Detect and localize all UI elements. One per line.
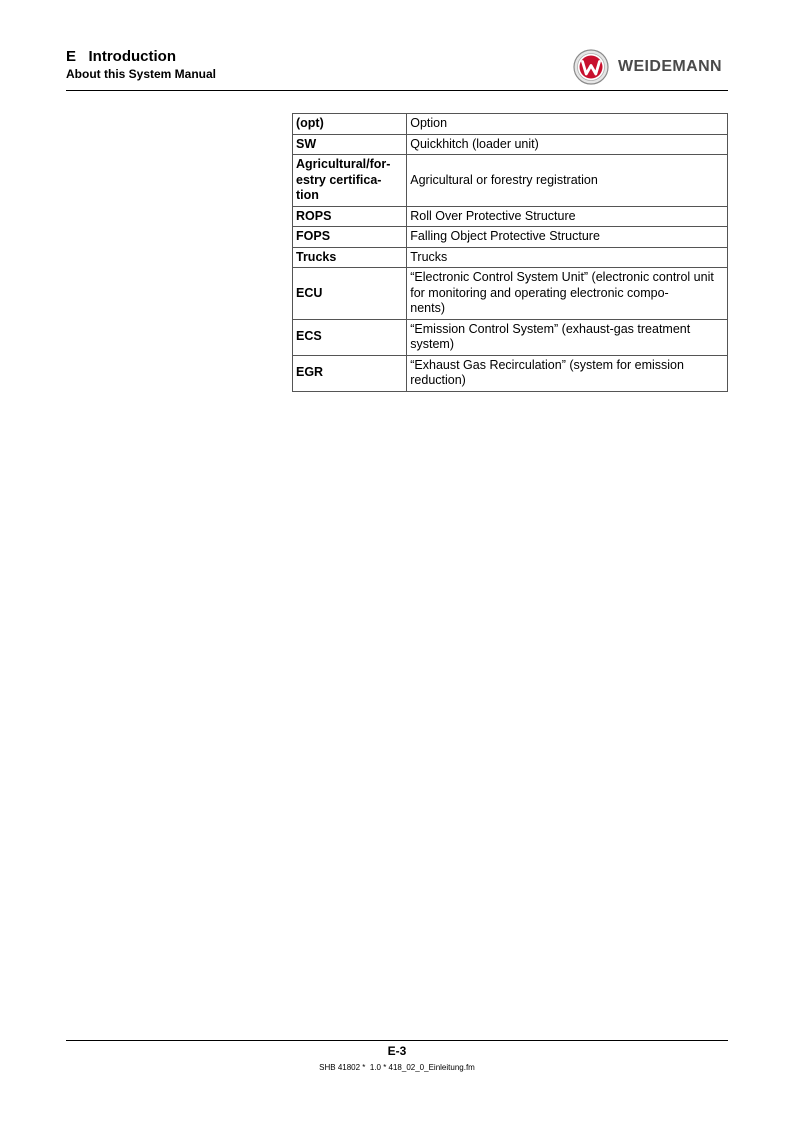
footer-divider bbox=[66, 1040, 728, 1041]
table-row bbox=[293, 227, 728, 248]
abbreviation-description: “Exhaust Gas Recirculation” (system for emission reduction) bbox=[407, 355, 728, 391]
abbreviation-description: Trucks bbox=[407, 247, 728, 268]
abbreviation-description: Option bbox=[407, 114, 728, 135]
page-header bbox=[66, 46, 728, 90]
section-title: About this System Manual bbox=[66, 67, 217, 81]
table-row bbox=[293, 355, 728, 391]
header-divider bbox=[66, 90, 728, 91]
document-reference: SHB 41802 * 1.0 * 418_02_0_Einleitung.fm bbox=[319, 1063, 475, 1072]
abbreviation-description: Roll Over Protective Structure bbox=[407, 206, 728, 227]
abbreviation-description: Quickhitch (loader unit) bbox=[407, 134, 728, 155]
abbreviation-description: Agricultural or forestry registration bbox=[407, 155, 728, 207]
table-row bbox=[293, 206, 728, 227]
page-number: E-3 bbox=[387, 1044, 407, 1058]
abbreviation-term: Agricultural/for- estry certifica- tion bbox=[293, 155, 407, 207]
brand-logo bbox=[573, 49, 722, 85]
table-row bbox=[293, 247, 728, 268]
abbreviation-term: ECU bbox=[293, 268, 407, 320]
table-row bbox=[293, 319, 728, 355]
table-row bbox=[293, 114, 728, 135]
abbreviations-table bbox=[292, 113, 728, 392]
abbreviation-description: “Emission Control System” (exhaust-gas treatment system) bbox=[407, 319, 728, 355]
weidemann-w-logo-icon bbox=[573, 49, 609, 85]
table-row bbox=[293, 268, 728, 320]
abbreviation-term: ECS bbox=[293, 319, 407, 355]
chapter-title: E Introduction bbox=[66, 48, 176, 65]
abbreviation-term: FOPS bbox=[293, 227, 407, 248]
abbreviation-term: ROPS bbox=[293, 206, 407, 227]
abbreviation-term: EGR bbox=[293, 355, 407, 391]
abbreviation-description: “Electronic Control System Unit” (electronic control unit for monitoring and operating electronic compo- nents) bbox=[407, 268, 728, 320]
abbreviation-term: (opt) bbox=[293, 114, 407, 135]
abbreviation-description: Falling Object Protective Structure bbox=[407, 227, 728, 248]
table-row bbox=[293, 134, 728, 155]
brand-name: WEIDEMANN bbox=[617, 58, 722, 75]
abbreviation-term: SW bbox=[293, 134, 407, 155]
table-row bbox=[293, 155, 728, 207]
abbreviation-term: Trucks bbox=[293, 247, 407, 268]
abbreviations-table-body bbox=[293, 114, 728, 392]
